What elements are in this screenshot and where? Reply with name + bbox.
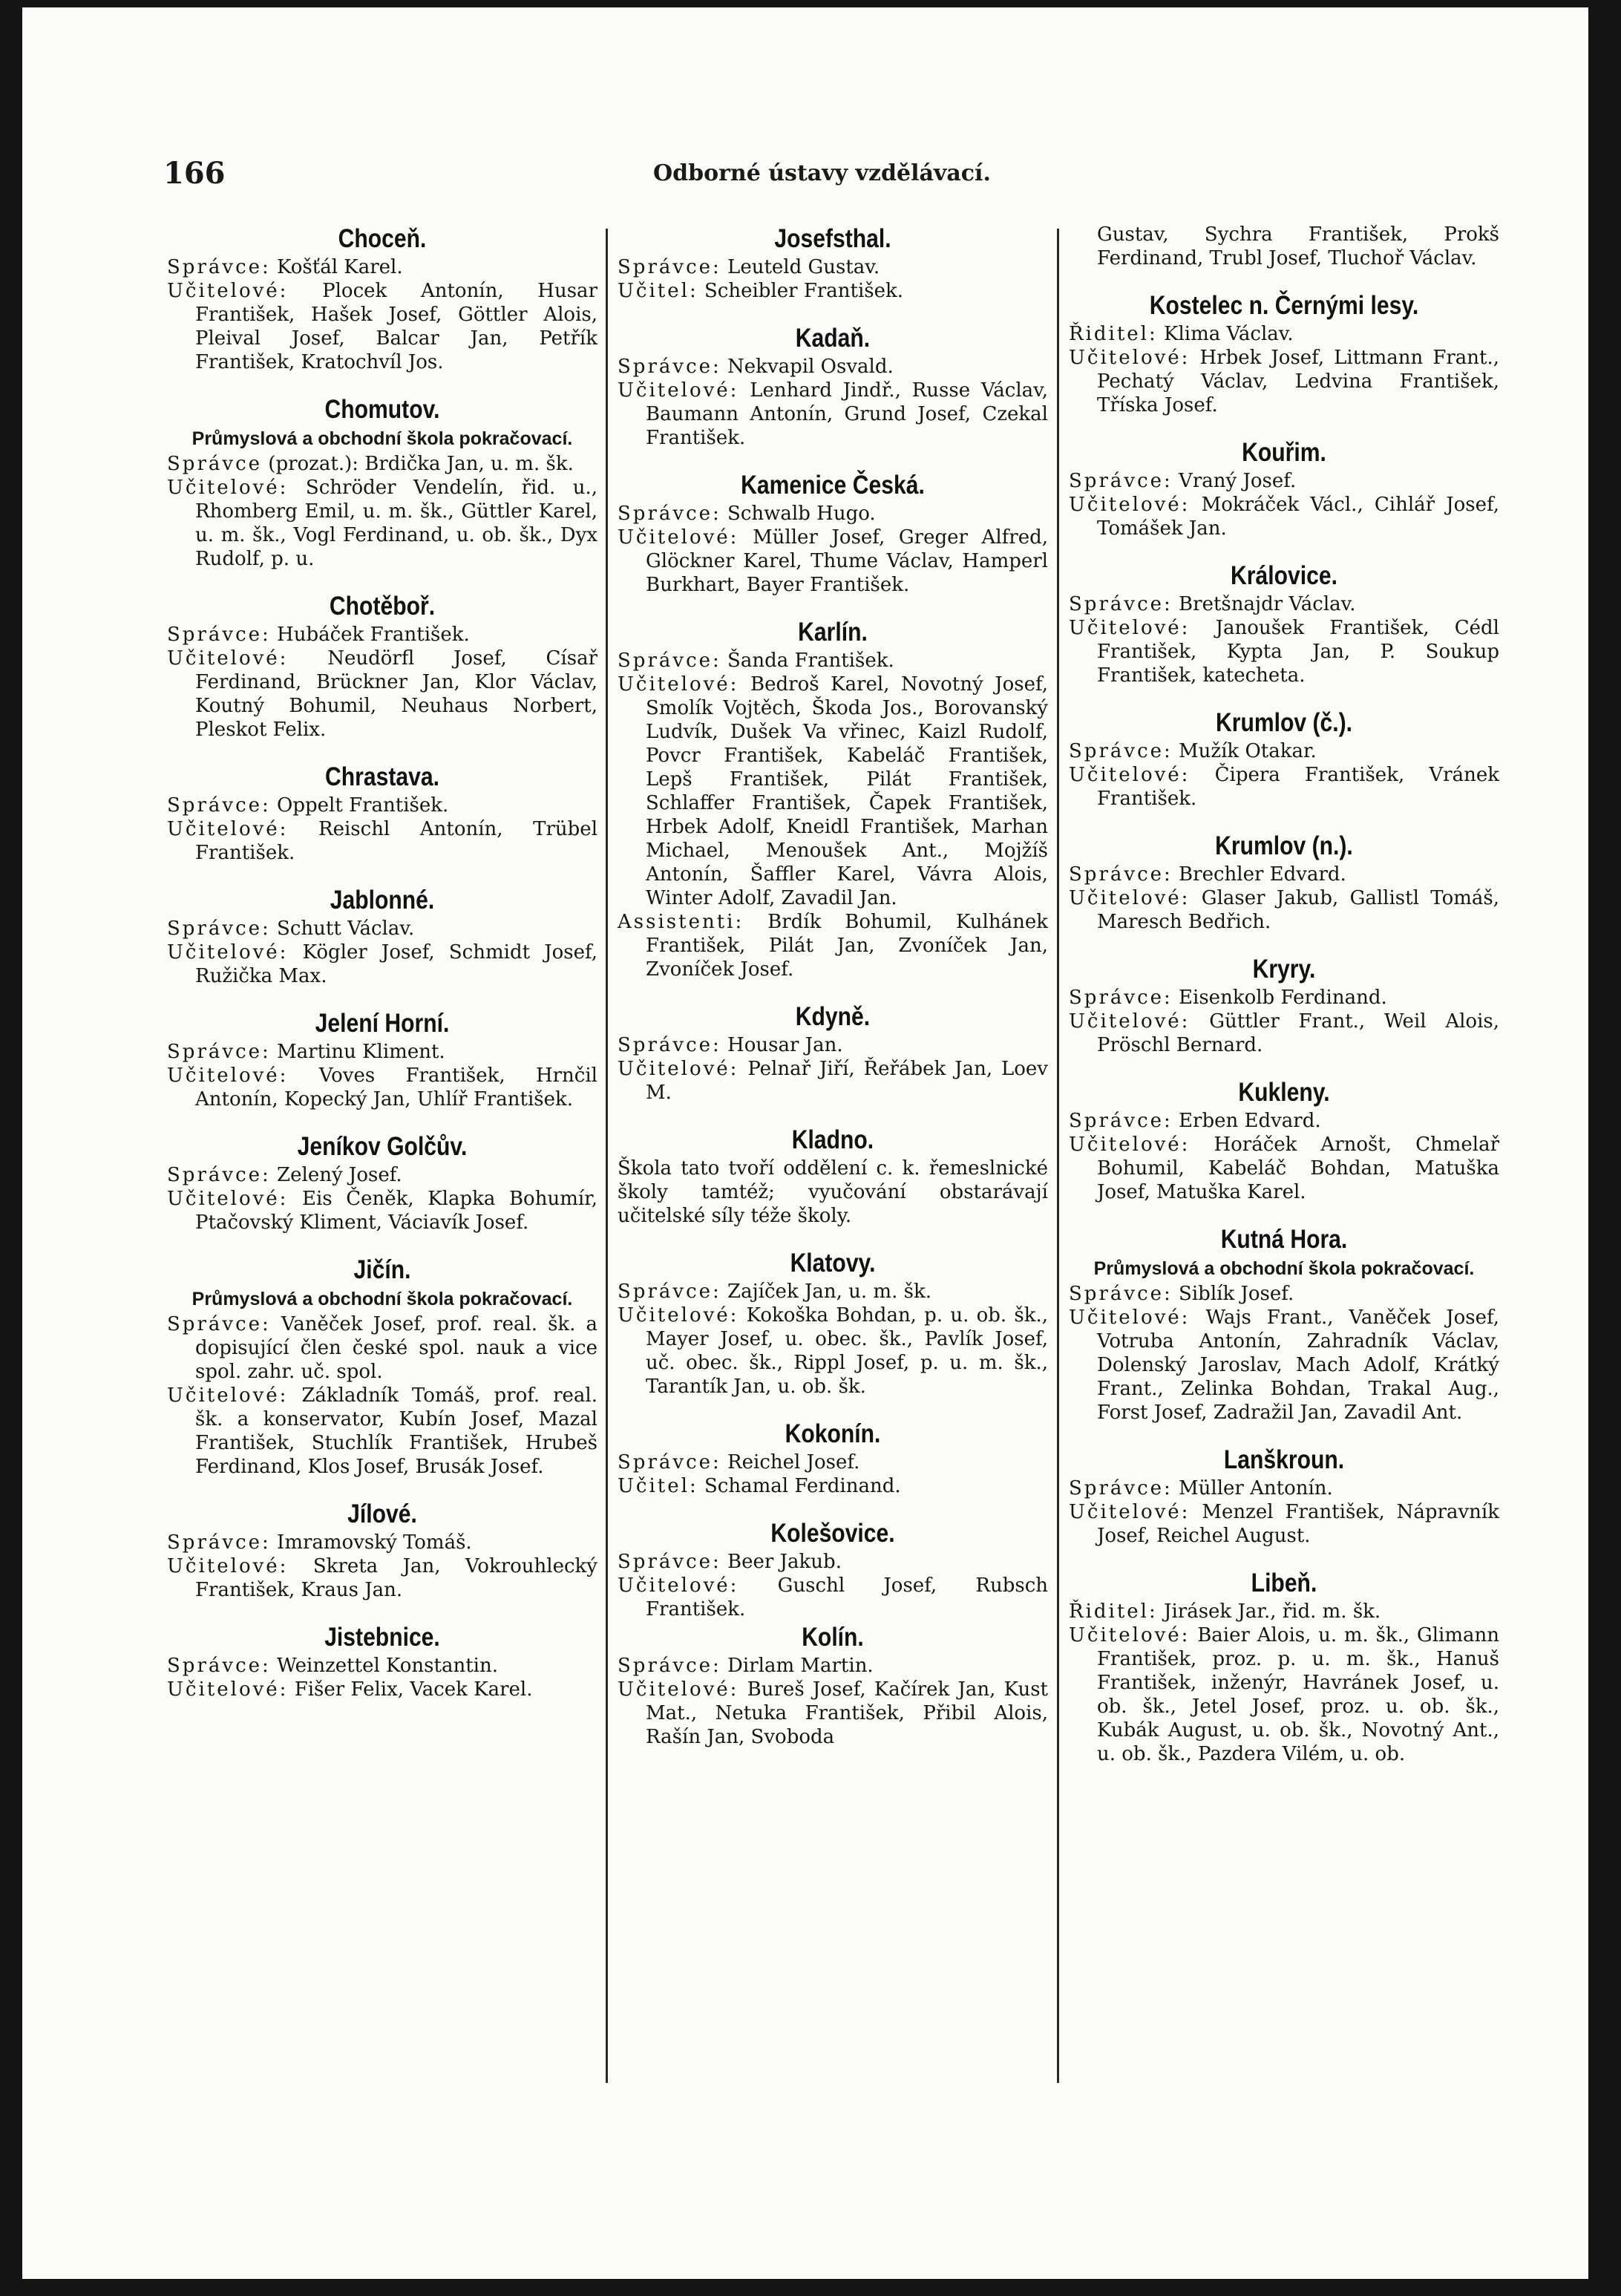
- entry-text: Klima Václav.: [1164, 323, 1294, 345]
- entry-text: Vaněček Josef, prof. real. šk. a dopisující člen české spol. nauk a vice spol. zahr. uč. spol.: [195, 1313, 597, 1383]
- entry-text: Güttler Frant., Weil Alois, Pröschl Bernard.: [1097, 1010, 1499, 1056]
- entry-text: Pelnař Jiří, Řeřábek Jan, Loev M.: [646, 1058, 1048, 1104]
- entry-label: Učitelové:: [167, 477, 289, 499]
- entry-label: Správce:: [167, 1041, 271, 1063]
- entry-spravce: [167, 1163, 597, 1187]
- continued-entry: Gustav, Sychra František, Prokš Ferdinand, Trubl Josef, Tluchoř Václav.: [1097, 223, 1499, 269]
- entry-text: Schamal Ferdinand.: [704, 1475, 901, 1497]
- entry-text: Mužík Otakar.: [1179, 740, 1317, 762]
- entry-label: Správce:: [618, 1034, 721, 1056]
- entry-riditel: [1069, 322, 1499, 346]
- entry-ucitelove: [167, 279, 597, 374]
- entry-label: Učitelové:: [618, 1058, 739, 1080]
- entry-text: Wajs Frant., Vaněček Josef, Votruba Antonín, Zahradník Václav, Dolenský Jaroslav, Mach Adolf, Krátký Frant., Zelinka Bohdan, Trakal Aug., Forst Josef, Zadražil Jan, Zavadil Ant.: [1097, 1306, 1499, 1424]
- section-note: Škola tato tvoří oddělení c. k. řemeslnické školy tamtéž; vyučování obstarávají učitelské síly téže školy.: [618, 1157, 1048, 1227]
- section-kdyne: [618, 1001, 1048, 1105]
- entry-ucitelove: [618, 526, 1048, 597]
- entry-text: Guschl Josef, Rubsch František.: [646, 1574, 1048, 1620]
- entry-label: Správce:: [167, 1531, 271, 1554]
- column-divider-1: [606, 229, 608, 2083]
- entry-label: Řiditel:: [1069, 323, 1158, 345]
- section-heading: Jeníkov Golčův.: [297, 1132, 468, 1161]
- entry-label: Správce:: [167, 1655, 271, 1677]
- entry-label: Správce:: [1069, 1477, 1173, 1499]
- entry-label: Správce:: [167, 794, 271, 817]
- entry-label: Učitelové:: [618, 379, 739, 402]
- entry-text: Leuteld Gustav.: [727, 256, 880, 278]
- entry-label: Správce:: [167, 918, 271, 940]
- entry-label: Učitelové:: [167, 1678, 289, 1701]
- entry-text: Kokoška Bohdan, p. u. ob. šk., Mayer Josef, u. obec. šk., Pavlík Josef, uč. obec. šk., Rippl Josef, p. u. m. šk., Tarantík Jan, u. ob. šk.: [646, 1304, 1048, 1398]
- section-krumlov-n: [1069, 830, 1499, 934]
- entry-text: Housar Jan.: [727, 1034, 843, 1056]
- entry-text: Martinu Kliment.: [277, 1041, 445, 1063]
- entry-label: Učitelové:: [167, 1555, 289, 1577]
- entry-text: Siblík Josef.: [1179, 1283, 1294, 1305]
- entry-text: Kögler Josef, Schmidt Josef, Ružička Max.: [195, 941, 597, 987]
- section-kamenice-ceska: [618, 469, 1048, 597]
- section-chomutov: [167, 393, 597, 571]
- entry-label: Učitelové:: [167, 941, 289, 964]
- entry-label: Učitelové:: [618, 1304, 739, 1327]
- entry-spravce: [1069, 592, 1499, 616]
- entry-label: Učitelové:: [1069, 1501, 1191, 1523]
- entry-label: Správce:: [618, 1551, 721, 1573]
- entry-text: Nekvapil Osvald.: [727, 356, 894, 378]
- entry-text: Bureš Josef, Kačírek Jan, Kust Mat., Netuka František, Přibil Alois, Rašín Jan, Svoboda: [646, 1678, 1048, 1748]
- entry-ucitelove: [618, 1678, 1048, 1749]
- entry-ucitelove: [1069, 886, 1499, 934]
- running-title: Odborné ústavy vzdělávací.: [653, 160, 991, 186]
- section-heading: Kolín.: [802, 1623, 864, 1652]
- entry-label: Správce:: [618, 503, 721, 525]
- entry-text: Mokráček Václ., Cihlář Josef, Tomášek Jan.: [1097, 494, 1499, 540]
- section-krumlov-c: [1069, 707, 1499, 811]
- entry-text: Fišer Felix, Vacek Karel.: [294, 1678, 533, 1701]
- entry-spravce: [1069, 1476, 1499, 1500]
- section-karlin: [618, 616, 1048, 981]
- entry-text: Košťál Karel.: [277, 256, 403, 278]
- entry-text: Eis Čeněk, Klapka Bohumír, Ptačovský Kliment, Váciavík Josef.: [195, 1188, 598, 1234]
- entry-label: Správce:: [618, 356, 721, 378]
- section-heading: Kdyně.: [795, 1002, 871, 1031]
- entry-ucitelove: [1069, 763, 1499, 811]
- section-heading: Kryry.: [1252, 955, 1316, 984]
- section-heading: Jičín.: [353, 1255, 411, 1284]
- entry-text: Reischl Antonín, Trübel František.: [195, 818, 598, 864]
- entry-spravce: [618, 1550, 1048, 1574]
- entry-spravce: [1069, 469, 1499, 493]
- entry-spravce: [167, 623, 597, 647]
- entry-spravce: [1069, 739, 1499, 763]
- entry-ucitelove: [167, 1678, 597, 1701]
- entry-text: Zelený Josef.: [277, 1164, 402, 1186]
- entry-label: Učitelové:: [1069, 494, 1191, 516]
- section-heading: Chomutov.: [324, 395, 440, 424]
- entry-label: Učitelové:: [1069, 1306, 1191, 1329]
- section-kostelec: [1069, 290, 1499, 417]
- entry-spravce: [167, 1531, 597, 1554]
- entry-text: Glaser Jakub, Gallistl Tomáš, Maresch Bedřich.: [1097, 887, 1499, 933]
- section-klatovy: [618, 1247, 1048, 1399]
- entry-ucitelove: [618, 1304, 1048, 1399]
- entry-text: Plocek Antonín, Husar František, Hašek Josef, Göttler Alois, Pleival Josef, Balcar Jan, Petřík František, Kratochvíl Jos.: [195, 280, 597, 373]
- section-heading: Královice.: [1231, 561, 1337, 590]
- entry-label: Správce:: [1069, 1283, 1173, 1305]
- entry-label: Správce:: [618, 256, 721, 278]
- entry-label: Správce:: [618, 650, 721, 672]
- entry-label: Učitelové:: [1069, 347, 1191, 369]
- entry-label: Správce:: [1069, 863, 1173, 886]
- entry-label: Správce:: [1069, 987, 1173, 1009]
- section-heading: Chotěboř.: [329, 592, 436, 621]
- section-heading: Klatovy.: [790, 1249, 876, 1278]
- section-heading: Kolešovice.: [770, 1519, 895, 1548]
- entry-text: Schutt Václav.: [277, 918, 415, 940]
- section-jeleni-horni: [167, 1007, 597, 1111]
- entry-riditel: [1069, 1600, 1499, 1623]
- entry-text: Scheibler František.: [704, 280, 904, 302]
- entry-text: Reichel Josef.: [727, 1451, 860, 1474]
- section-heading: Choceň.: [338, 224, 427, 253]
- entry-ucitel: [618, 279, 1048, 303]
- section-kadan: [618, 322, 1048, 450]
- entry-label: Učitelové:: [618, 1574, 739, 1597]
- entry-ucitelove: [618, 379, 1048, 450]
- entry-label: Správce:: [167, 256, 271, 278]
- entry-label: Učitelové:: [1069, 617, 1191, 639]
- entry-text: Baier Alois, u. m. šk., Glimann František, proz. p. u. m. šk., Hanuš František, inženýr, Havránek Josef, u. ob. šk., Jetel Josef, proz. u. ob. šk., Kubák August, u. ob. šk., Novotný Ant., u. ob. šk., Pazdera Vilém, u. ob.: [1097, 1624, 1499, 1765]
- section-kryry: [1069, 953, 1499, 1057]
- entry-text: Šanda František.: [727, 650, 894, 672]
- entry-text: Hrbek Josef, Littmann Frant., Pechatý Václav, Ledvina František, Tříska Josef.: [1097, 347, 1500, 416]
- section-kokonin: [618, 1418, 1048, 1498]
- entry-text: Hubáček František.: [277, 624, 470, 646]
- entry-spravce: [167, 255, 597, 279]
- section-heading: Kostelec n. Černými lesy.: [1149, 291, 1419, 320]
- entry-text: Horáček Arnošt, Chmelař Bohumil, Kabeláč Bohdan, Matuška Josef, Matuška Karel.: [1097, 1134, 1500, 1203]
- section-heading: Josefsthal.: [774, 224, 891, 253]
- entry-spravce: [167, 1040, 597, 1064]
- page-number: 166: [163, 156, 226, 191]
- section-heading: Kamenice Česká.: [741, 471, 925, 500]
- section-chotebor: [167, 590, 597, 742]
- entry-spravce: [618, 355, 1048, 379]
- column-3: [1069, 223, 1499, 1766]
- entry-label: Učitelové:: [167, 1064, 289, 1087]
- entry-ucitelove: [167, 817, 597, 865]
- section-heading: Jablonné.: [330, 886, 435, 915]
- entry-label: Správce:: [618, 1281, 721, 1303]
- entry-label: Učitelové:: [1069, 1624, 1191, 1646]
- entry-spravce: [1069, 1282, 1499, 1306]
- entry-label: Správce:: [167, 1164, 271, 1186]
- entry-ucitelove: [167, 1064, 597, 1111]
- entry-label: Správce: [167, 453, 263, 475]
- entry-label: Učitelové:: [167, 1188, 289, 1210]
- entry-label: Správce:: [167, 1313, 271, 1335]
- entry-spravce: [167, 1654, 597, 1678]
- section-heading: Krumlov (n.).: [1215, 831, 1353, 860]
- entry-text: Bretšnajdr Václav.: [1179, 593, 1356, 615]
- entry-label: Učitelové:: [167, 818, 289, 840]
- entry-text: Bedroš Karel, Novotný Josef, Smolík Vojtěch, Škoda Jos., Borovanský Ludvík, Dušek Va vřinec, Kaizl Rudolf, Povcr František, Kabeláč František, Lepš František, Pilát František, Schlaffer František, Čapek František, Hrbek Adolf, Kneidl František, Marhan Michael, Menoušek Ant., Mojžíš Antonín, Šaffler Karel, Vávra Alois, Winter Adolf, Zavadil Jan.: [646, 673, 1048, 909]
- entry-label: Správce:: [1069, 470, 1173, 492]
- entry-label: Správce:: [618, 1655, 721, 1677]
- entry-text: Eisenkolb Ferdinand.: [1179, 987, 1387, 1009]
- entry-text: Jirásek Jar., řid. m. šk.: [1164, 1600, 1381, 1623]
- entry-label: Učitelové:: [167, 647, 289, 670]
- entry-label: Správce:: [1069, 1110, 1173, 1132]
- section-jilove: [167, 1498, 597, 1602]
- section-kukleny: [1069, 1076, 1499, 1204]
- entry-ucitelove: [1069, 346, 1499, 417]
- section-heading: Jílové.: [347, 1499, 417, 1528]
- section-chrastava: [167, 761, 597, 865]
- entry-spravce: [618, 255, 1048, 279]
- entry-text: Lenhard Jindř., Russe Václav, Baumann Antonín, Grund Josef, Czekal František.: [646, 379, 1048, 449]
- entry-spravce: [618, 1450, 1048, 1474]
- column-1: [167, 223, 597, 1701]
- entry-ucitelove: [167, 941, 597, 988]
- entry-spravce: [1069, 986, 1499, 1010]
- entry-label: Správce:: [167, 624, 271, 646]
- entry-text: Skreta Jan, Vokrouhlecký František, Kraus Jan.: [195, 1555, 597, 1601]
- section-kutna-hora: [1069, 1223, 1499, 1425]
- section-heading: Kouřim.: [1242, 438, 1326, 467]
- entry-text: Erben Edvard.: [1179, 1110, 1321, 1132]
- column-2: [618, 223, 1048, 1749]
- section-heading: Jelení Horní.: [315, 1009, 450, 1038]
- section-heading: Chrastava.: [325, 762, 439, 791]
- section-heading: Libeň.: [1251, 1569, 1317, 1597]
- entry-text: Beer Jakub.: [727, 1551, 842, 1573]
- column-divider-2: [1057, 229, 1059, 2083]
- section-heading: Kladno.: [791, 1125, 874, 1154]
- section-kolesovice: [618, 1517, 1048, 1621]
- section-subheading: Průmyslová a obchodní škola pokračovací.: [191, 428, 573, 449]
- section-jicin: [167, 1254, 597, 1479]
- entry-label: Učitelové:: [1069, 1134, 1191, 1156]
- entry-label: Assistenti:: [618, 911, 744, 933]
- section-lanskroun: [1069, 1444, 1499, 1548]
- section-josefsthal: [618, 223, 1048, 303]
- entry-text: Zajíček Jan, u. m. šk.: [727, 1281, 931, 1303]
- entry-ucitelove: [167, 1554, 597, 1602]
- entry-label: Učitelové:: [1069, 764, 1191, 786]
- section-heading: Kokonín.: [785, 1419, 881, 1448]
- entry-text: Čipera František, Vránek František.: [1097, 764, 1499, 810]
- entry-spravce: [167, 1312, 597, 1384]
- section-liben: [1069, 1567, 1499, 1766]
- entry-text: Základník Tomáš, prof. real. šk. a konservator, Kubín Josef, Mazal František, Stuchlík František, Hrubeš Ferdinand, Klos Josef, Brusák Josef.: [195, 1384, 598, 1478]
- section-jistebnice: [167, 1621, 597, 1701]
- section-jablonne: [167, 884, 597, 988]
- entry-ucitelove: [167, 1384, 597, 1479]
- entry-label: Učitelové:: [167, 280, 289, 302]
- entry-label: Správce:: [1069, 740, 1173, 762]
- entry-label: Učitelové:: [1069, 887, 1191, 909]
- entry-assistenti: [618, 910, 1048, 981]
- entry-spravce: [618, 502, 1048, 526]
- entry-label: Učitelové:: [618, 526, 739, 549]
- entry-spravce: [618, 1033, 1048, 1057]
- section-heading: Lanškroun.: [1223, 1445, 1345, 1474]
- entry-label: Správce:: [618, 1451, 721, 1474]
- entry-ucitelove: [1069, 1623, 1499, 1766]
- entry-ucitelove: [1069, 616, 1499, 687]
- section-kladno: [618, 1124, 1048, 1228]
- section-kralovice: [1069, 560, 1499, 687]
- entry-text: Brdík Bohumil, Kulhánek František, Pilát Jan, Zvoníček Jan, Zvoníček Josef.: [646, 911, 1048, 981]
- entry-label: Učitelové:: [1069, 1010, 1191, 1033]
- entry-text: Brechler Edvard.: [1179, 863, 1346, 886]
- section-subheading: Průmyslová a obchodní škola pokračovací.: [1093, 1258, 1475, 1279]
- entry-spravce: [1069, 863, 1499, 886]
- entry-ucitelove: [618, 1574, 1048, 1621]
- section-subheading: Průmyslová a obchodní škola pokračovací.: [191, 1289, 573, 1309]
- entry-text: Janoušek František, Cédl František, Kypta Jan, P. Soukup František, katecheta.: [1097, 617, 1499, 687]
- section-jenikov-golcuv: [167, 1131, 597, 1234]
- entry-text: Müller Antonín.: [1179, 1477, 1333, 1499]
- section-heading: Jistebnice.: [324, 1623, 440, 1652]
- section-heading: Kukleny.: [1238, 1078, 1330, 1107]
- entry-ucitel: [618, 1474, 1048, 1498]
- entry-spravce: [167, 452, 597, 476]
- entry-spravce: [167, 917, 597, 941]
- entry-text: Neudörfl Josef, Císař Ferdinand, Brückner Jan, Klor Václav, Koutný Bohumil, Neuhaus Norbert, Pleskot Felix.: [195, 647, 598, 741]
- entry-text: Vraný Josef.: [1179, 470, 1297, 492]
- entry-ucitelove: [167, 1187, 597, 1234]
- entry-label: Učitelové:: [167, 1384, 289, 1407]
- entry-ucitelove: [1069, 1306, 1499, 1425]
- entry-text: Imramovský Tomáš.: [277, 1531, 472, 1554]
- entry-text: Dirlam Martin.: [727, 1655, 874, 1677]
- entry-text: Schwalb Hugo.: [727, 503, 876, 525]
- entry-label: Řiditel:: [1069, 1600, 1158, 1623]
- entry-text: Menzel František, Nápravník Josef, Reichel August.: [1097, 1501, 1499, 1547]
- section-heading: Karlín.: [798, 618, 868, 647]
- entry-text: (prozat.): Brdička Jan, u. m. šk.: [268, 453, 574, 475]
- section-heading: Kadaň.: [795, 324, 871, 353]
- page: [22, 7, 1588, 2279]
- entry-spravce: [618, 649, 1048, 673]
- entry-ucitelove: [618, 1057, 1048, 1105]
- entry-text: Müller Josef, Greger Alfred, Glöckner Karel, Thume Václav, Hamperl Burkhart, Bayer František.: [646, 526, 1048, 596]
- entry-label: Učitelové:: [618, 673, 739, 696]
- entry-text: Schröder Vendelín, řid. u., Rhomberg Emil, u. m. šk., Güttler Karel, u. m. šk., Vogl Ferdinand, u. ob. šk., Dyx Rudolf, p. u.: [195, 477, 598, 570]
- entry-spravce: [167, 794, 597, 817]
- entry-ucitelove: [1069, 1010, 1499, 1057]
- entry-text: Oppelt František.: [277, 794, 449, 817]
- entry-ucitelove: [1069, 1500, 1499, 1548]
- entry-spravce: [1069, 1109, 1499, 1133]
- entry-ucitelove: [618, 673, 1048, 910]
- entry-spravce: [618, 1280, 1048, 1304]
- entry-text: Weinzettel Konstantin.: [277, 1655, 498, 1677]
- entry-ucitelove: [1069, 1133, 1499, 1204]
- entry-label: Učitel:: [618, 1475, 698, 1497]
- entry-ucitelove: [167, 476, 597, 571]
- entry-label: Správce:: [1069, 593, 1173, 615]
- entry-label: Učitelové:: [618, 1678, 739, 1701]
- entry-spravce: [618, 1654, 1048, 1678]
- entry-ucitelove: [1069, 493, 1499, 540]
- section-kolin: [618, 1621, 1048, 1749]
- section-kourim: [1069, 436, 1499, 540]
- entry-ucitelove: [167, 647, 597, 742]
- section-heading: Krumlov (č.).: [1216, 708, 1352, 737]
- entry-label: Učitel:: [618, 280, 698, 302]
- section-chocen: [167, 223, 597, 374]
- entry-text: Voves František, Hrnčil Antonín, Kopecký Jan, Uhlíř František.: [195, 1064, 597, 1111]
- page-header: [163, 156, 1024, 200]
- section-heading: Kutná Hora.: [1220, 1225, 1348, 1254]
